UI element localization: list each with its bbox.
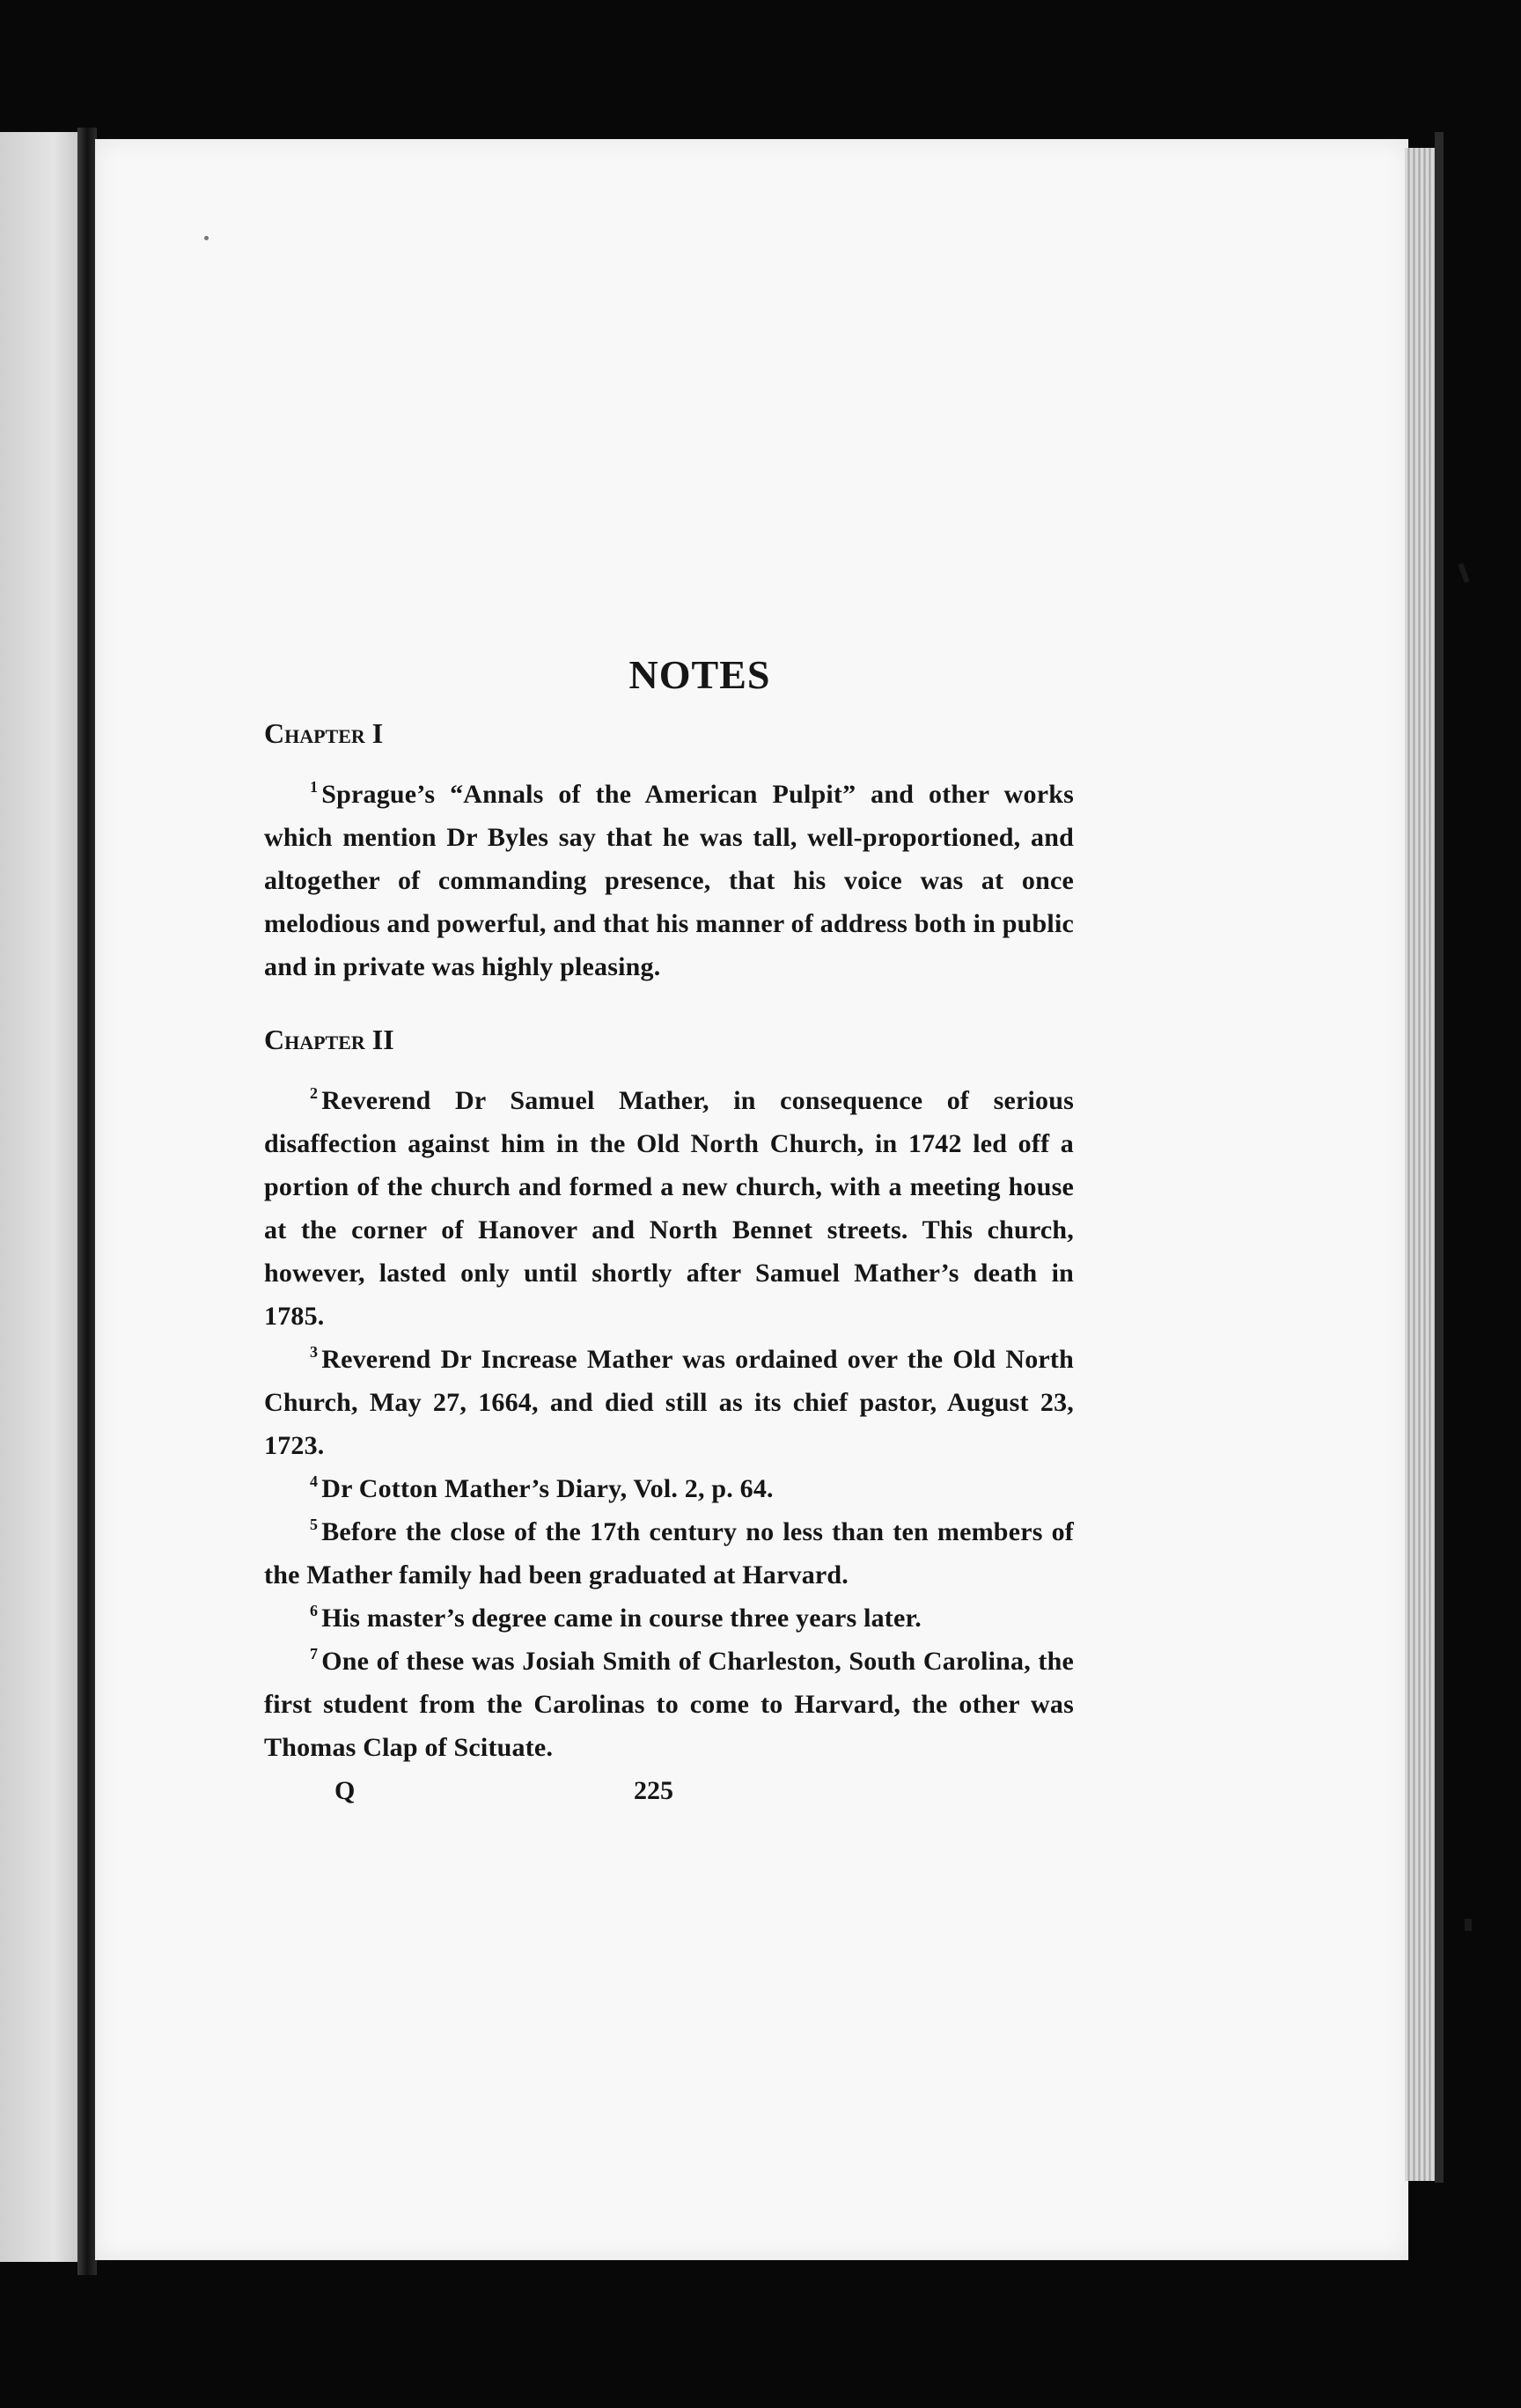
page-edges bbox=[1405, 148, 1436, 2181]
footnote bbox=[264, 1640, 1074, 1769]
footnote-text: Reverend Dr Increase Mather was ordained over the Old North Church, May 27, 1664, and died still as its chief pastor, August 23, 1723. bbox=[264, 1345, 1074, 1460]
chapter-heading: Chapter I bbox=[264, 717, 384, 749]
footnote-text: Before the close of the 17th century no less than ten members of the Mather family had been graduated at Harvard. bbox=[264, 1517, 1074, 1589]
footnote-text: Sprague’s “Annals of the American Pulpit” and other works which mention Dr Byles say that he was tall, well-proportioned, and altogether of commanding presence, that his voice was at once melodious and powerful, and that his manner of address both in public and in private was highly pleasing. bbox=[264, 780, 1074, 981]
footnote bbox=[264, 1079, 1074, 1338]
page-title: NOTES bbox=[628, 652, 771, 697]
footnote-text: His master’s degree came in course three years later. bbox=[321, 1604, 922, 1633]
footnote-text: Reverend Dr Samuel Mather, in consequence of serious disaffection against him in the Old North Church, in 1742 led off a portion of the church and formed a new church, with a meeting house at the corner of Hanover and North Bennet streets. This church, however, lasted only until shortly after Samuel Mather’s death in 1785. bbox=[264, 1086, 1074, 1331]
footnote bbox=[264, 1338, 1074, 1467]
page-speck bbox=[204, 236, 209, 240]
scan-speck bbox=[1465, 1919, 1472, 1931]
footnote-number: 1 bbox=[310, 778, 319, 796]
signature-mark: Q bbox=[334, 1776, 356, 1805]
footnote-number: 7 bbox=[310, 1645, 319, 1663]
facing-page bbox=[0, 132, 90, 2262]
page-footer bbox=[264, 1776, 1074, 1820]
book-cover-edge bbox=[1435, 132, 1444, 2183]
scan-speck bbox=[1458, 563, 1469, 584]
footnote-number: 5 bbox=[310, 1516, 319, 1533]
page-number: 225 bbox=[634, 1776, 673, 1805]
footnote-text: Dr Cotton Mather’s Diary, Vol. 2, p. 64. bbox=[321, 1474, 774, 1503]
footnote-number: 6 bbox=[310, 1602, 319, 1619]
notes-section bbox=[264, 651, 1074, 1820]
chapter-heading: Chapter II bbox=[264, 1024, 394, 1055]
footnote bbox=[264, 773, 1074, 988]
footnote-number: 4 bbox=[310, 1472, 319, 1490]
footnote-number: 3 bbox=[310, 1343, 319, 1361]
footnote bbox=[264, 1597, 1074, 1640]
footnote bbox=[264, 1510, 1074, 1597]
footnote-number: 2 bbox=[310, 1084, 319, 1102]
book-gutter bbox=[77, 128, 97, 2275]
footnote bbox=[264, 1467, 1074, 1510]
footnote-text: One of these was Josiah Smith of Charleston, South Carolina, the first student from the Carolinas to come to Harvard, the other was Thomas Clap of Scituate. bbox=[264, 1647, 1074, 1762]
